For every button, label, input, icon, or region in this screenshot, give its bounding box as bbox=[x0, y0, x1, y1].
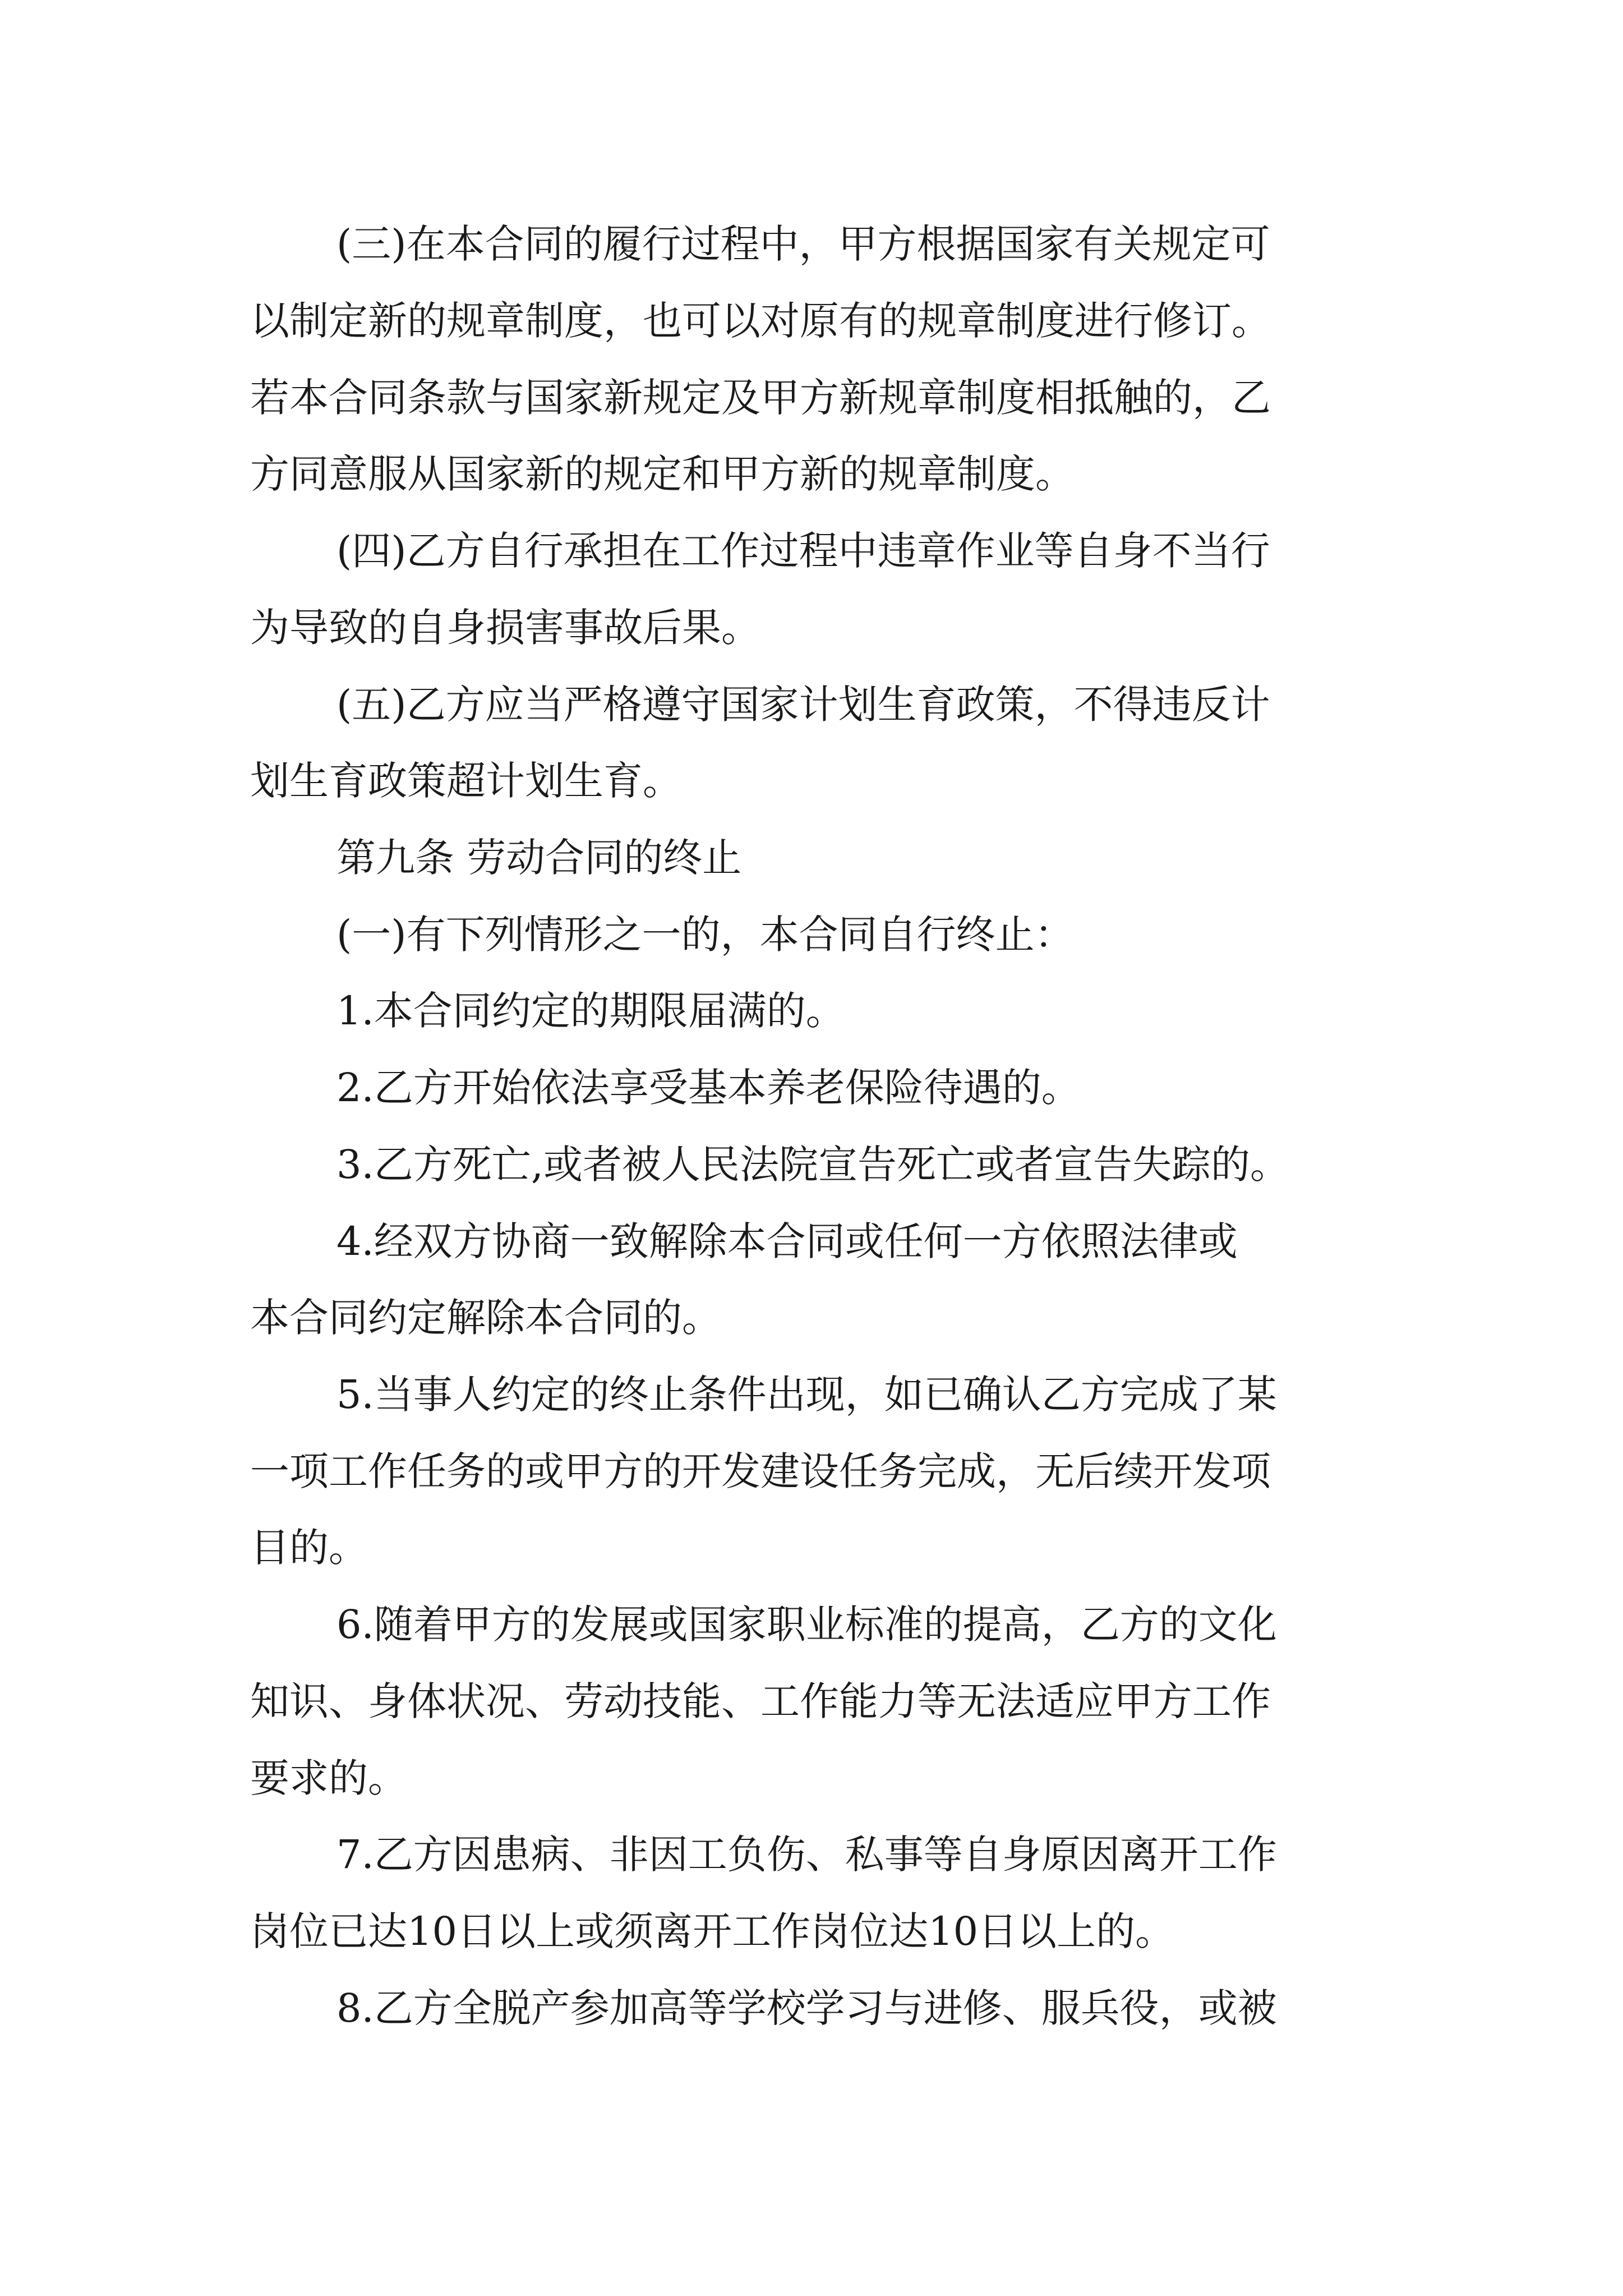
clause-3-line-1: (三)在本合同的履行过程中，甲方根据国家有关规定可 bbox=[336, 221, 1270, 267]
item-1: 1.本合同约定的期限届满的。 bbox=[336, 988, 845, 1034]
clause-4-line-1: (四)乙方自行承担在工作过程中违章作业等自身不当行 bbox=[336, 528, 1270, 574]
item-5-line-3: 目的。 bbox=[250, 1525, 368, 1571]
item-3: 3.乙方死亡,或者被人民法院宣告死亡或者宣告失踪的。 bbox=[336, 1142, 1290, 1188]
item-7-line-2: 岗位已达10日以上或须离开工作岗位达10日以上的。 bbox=[250, 1908, 1175, 1954]
item-8-line-1: 8.乙方全脱产参加高等学校学习与进修、服兵役，或被 bbox=[336, 1985, 1277, 2031]
item-7-line-1: 7.乙方因患病、非因工负伤、私事等自身原因离开工作 bbox=[336, 1832, 1277, 1878]
clause-3-line-4: 方同意服从国家新的规定和甲方新的规章制度。 bbox=[250, 451, 1075, 497]
section-1-intro: (一)有下列情形之一的，本合同自行终止： bbox=[336, 912, 1074, 958]
item-6-line-2: 知识、身体状况、劳动技能、工作能力等无法适应甲方工作 bbox=[250, 1678, 1271, 1724]
item-6-line-3: 要求的。 bbox=[250, 1755, 407, 1801]
item-4-line-2: 本合同约定解除本合同的。 bbox=[250, 1295, 721, 1341]
item-4-line-1: 4.经双方协商一致解除本合同或任何一方依照法律或 bbox=[336, 1218, 1238, 1264]
clause-5-line-1: (五)乙方应当严格遵守国家计划生育政策，不得违反计 bbox=[336, 682, 1270, 728]
clause-3-line-2: 以制定新的规章制度，也可以对原有的规章制度进行修订。 bbox=[250, 298, 1271, 344]
item-6-line-1: 6.随着甲方的发展或国家职业标准的提高，乙方的文化 bbox=[336, 1602, 1277, 1648]
item-2: 2.乙方开始依法享受基本养老保险待遇的。 bbox=[336, 1065, 1081, 1111]
clause-4-line-2: 为导致的自身损害事故后果。 bbox=[250, 605, 760, 651]
clause-3-line-3: 若本合同条款与国家新规定及甲方新规章制度相抵触的，乙 bbox=[250, 375, 1271, 421]
item-5-line-2: 一项工作任务的或甲方的开发建设任务完成，无后续开发项 bbox=[250, 1448, 1271, 1494]
article-9-heading: 第九条 劳动合同的终止 bbox=[336, 835, 742, 881]
clause-5-line-2: 划生育政策超计划生育。 bbox=[250, 758, 682, 804]
item-5-line-1: 5.当事人约定的终止条件出现，如已确认乙方完成了某 bbox=[336, 1372, 1277, 1418]
